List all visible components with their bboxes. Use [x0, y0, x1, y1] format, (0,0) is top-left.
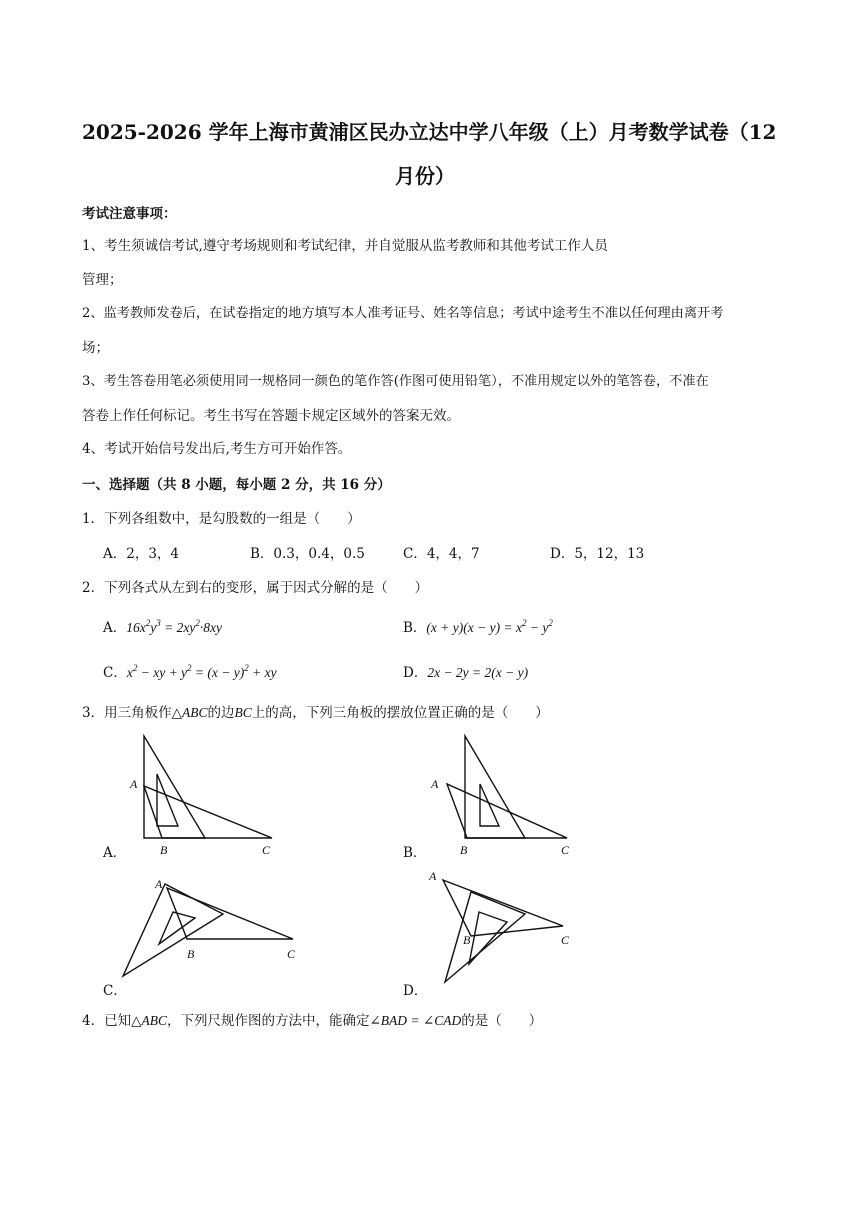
- figure-c: [115, 878, 315, 988]
- stem-text: ，下列尺规作图的方法中，能确定: [166, 1013, 370, 1029]
- point-b-label: B: [187, 947, 195, 961]
- formula-c: $x^2$ − xy + $y^2 = (x - y)^2$ + xy: [126, 663, 277, 680]
- q2-option-a[interactable]: [103, 619, 222, 637]
- point-c-label: C: [561, 843, 570, 857]
- formula-a: $16x^2y^3 = 2xy^2\cdot 8xy$: [126, 618, 222, 635]
- stem-math: ∠BAD = ∠CAD: [369, 1013, 462, 1028]
- stem-text: 的是（ ）: [461, 1013, 543, 1029]
- notice-line: 场；: [82, 340, 109, 356]
- section-heading: 一、选择题（共 8 小题，每小题 2 分，共 16 分）: [82, 477, 391, 493]
- q1-option-b[interactable]: B．0.3，0.4，0.5: [250, 546, 365, 562]
- point-c-label: C: [287, 947, 296, 961]
- stem-math: ABC: [141, 1013, 167, 1028]
- question-2-stem: 2．下列各式从左到右的变形，属于因式分解的是（ ）: [82, 580, 429, 596]
- point-b-label: B: [160, 843, 168, 857]
- stem-math: ABC: [181, 705, 208, 720]
- page-title-line2: 月份）: [395, 164, 455, 188]
- triangle-abc: [144, 786, 272, 838]
- point-b-label: B: [460, 843, 468, 857]
- figure-d: [425, 866, 625, 991]
- q3-option-c-label[interactable]: C．: [103, 983, 127, 999]
- notice-line: 2、监考教师发卷后，在试卷指定的地方填写本人准考证号、姓名等信息；考试中途考生不准以任何理由离开考: [82, 306, 724, 321]
- q2-option-d[interactable]: [403, 664, 528, 682]
- question-4-stem: [82, 1012, 542, 1030]
- q2-option-c[interactable]: [103, 664, 277, 682]
- option-label: A．: [103, 620, 127, 636]
- ruler-triangle-outer: [123, 884, 223, 976]
- ruler-triangle-outer: [445, 892, 525, 982]
- ruler-triangle-inner: [157, 774, 178, 826]
- q3-option-d-label[interactable]: D．: [403, 983, 428, 999]
- q1-option-a[interactable]: A．2，3，4: [103, 546, 180, 562]
- option-label: C．: [103, 665, 127, 681]
- notice-line: 3、考生答卷用笔必须使用同一规格同一颜色的笔作答(作图可使用铅笔），不准用规定以外的笔答卷，不准在: [82, 374, 709, 389]
- notice-line: 4、考试开始信号发出后,考生方可开始作答。: [82, 441, 352, 457]
- notice-heading: 考试注意事项：: [82, 206, 177, 222]
- ruler-triangle-outer: [144, 736, 205, 838]
- point-a-label: A: [155, 877, 163, 891]
- stem-text: 3．用三角板作△: [82, 705, 182, 721]
- q3-option-b-label[interactable]: B．: [403, 845, 427, 861]
- notice-line: 管理；: [82, 272, 123, 288]
- point-a-label: A: [130, 777, 138, 791]
- point-a-label: A: [431, 777, 439, 791]
- q3-option-a-label[interactable]: A．: [103, 845, 127, 861]
- point-c-label: C: [561, 933, 570, 947]
- formula-d: 2x − 2y = 2(x − y): [427, 665, 529, 680]
- point-b-label: B: [463, 933, 471, 947]
- ruler-triangle-outer: [465, 736, 525, 838]
- stem-math: BC: [234, 705, 252, 720]
- figure-b: [415, 730, 615, 860]
- point-c-label: C: [262, 843, 271, 857]
- page-title-line1: 2025-2026 学年上海市黄浦区民办立达中学八年级（上）月考数学试卷（12: [82, 120, 777, 144]
- q2-option-b[interactable]: [403, 619, 553, 637]
- option-label: D．: [403, 665, 428, 681]
- option-label: B．: [403, 620, 427, 636]
- stem-text: 上的高，下列三角板的摆放位置正确的是（ ）: [251, 705, 549, 721]
- figure-a: [100, 730, 300, 860]
- question-3-stem: [82, 704, 549, 722]
- q1-option-d[interactable]: D．5，12，13: [550, 546, 645, 562]
- point-a-label: A: [429, 869, 437, 883]
- stem-text: 的边: [207, 705, 235, 721]
- stem-text: 4．已知△: [82, 1013, 142, 1029]
- notice-line: 答卷上作任何标记。考生书写在答题卡规定区域外的答案无效。: [82, 408, 460, 424]
- q1-option-c[interactable]: C．4，4，7: [403, 546, 480, 562]
- triangle-abc: [167, 888, 293, 939]
- formula-b: $(x + y)(x - y) = x^2 - y^2$: [426, 618, 553, 635]
- notice-line: 1、考生须诚信考试,遵守考场规则和考试纪律，并自觉服从监考教师和其他考试工作人员: [82, 238, 608, 254]
- question-1-stem: 1．下列各组数中，是勾股数的一组是（ ）: [82, 511, 361, 527]
